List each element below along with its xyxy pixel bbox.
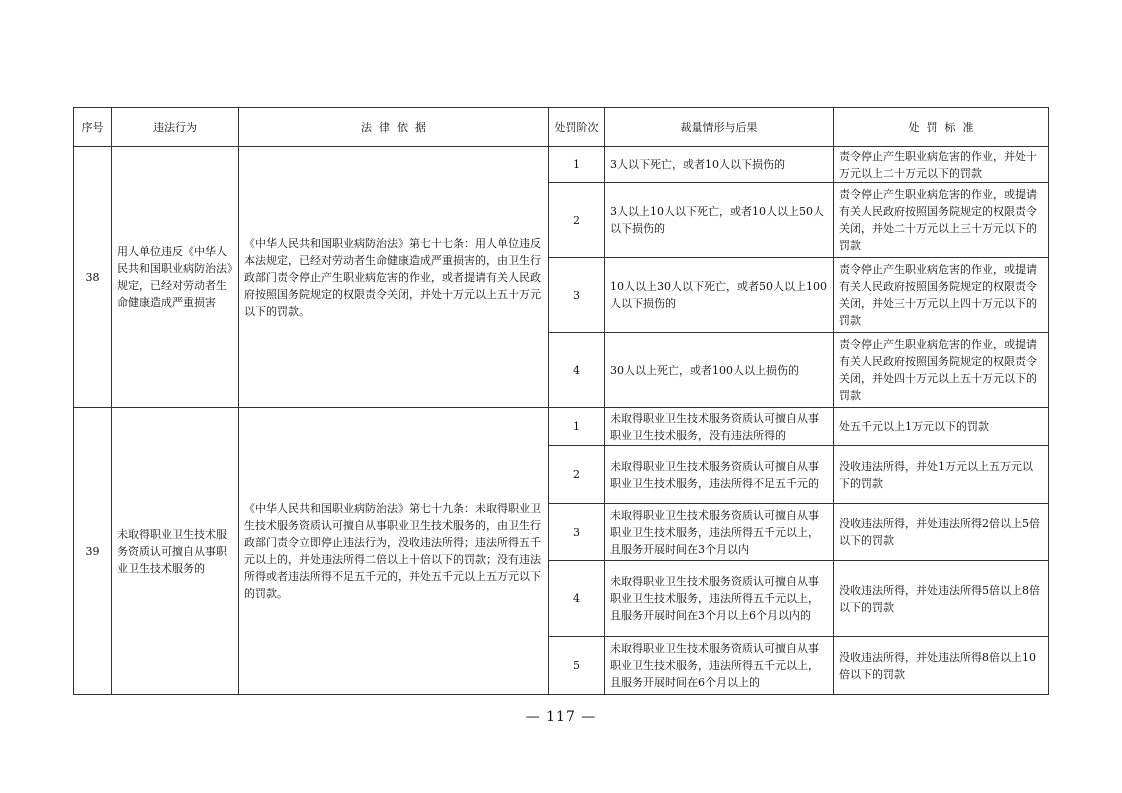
header-level: 处罚阶次: [549, 108, 605, 147]
item-behavior: 未取得职业卫生技术服务资质认可擅自从事职业卫生技术服务的: [112, 408, 239, 695]
table-row: [74, 147, 1049, 183]
header-behavior: 违法行为: [112, 108, 239, 147]
row-standard: 责令停止产生职业病危害的作业，或提请有关人民政府按照国务院规定的权限责令关闭，并处四十万元以上五十万元以下的罚款: [834, 333, 1049, 408]
row-standard: 没收违法所得，并处1万元以上五万元以下的罚款: [834, 446, 1049, 504]
header-circumstance: 裁量情形与后果: [605, 108, 834, 147]
header-seq: 序号: [74, 108, 112, 147]
row-standard: 责令停止产生职业病危害的作业，并处十万元以上二十万元以下的罚款: [834, 147, 1049, 183]
item-legal-basis: 《中华人民共和国职业病防治法》第七十九条：未取得职业卫生技术服务资质认可擅自从事职业卫生技术服务的，由卫生行政部门责令立即停止违法行为，没收违法所得；违法所得五千元以上的，并处违法所得二倍以上十倍以下的罚款；没有违法所得或者违法所得不足五千元的，并处五千元以上五万元以下的罚款。: [239, 408, 549, 695]
item-behavior: 用人单位违反《中华人民共和国职业病防治法》规定，已经对劳动者生命健康造成严重损害: [112, 147, 239, 408]
table-header-row: [74, 108, 1049, 147]
row-circumstance: 30人以上死亡，或者100人以上损伤的: [605, 333, 834, 408]
row-standard: 责令停止产生职业病危害的作业，或提请有关人民政府按照国务院规定的权限责令关闭，并处三十万元以上四十万元以下的罚款: [834, 258, 1049, 333]
row-circumstance: 3人以上10人以下死亡，或者10人以上50人以下损伤的: [605, 183, 834, 258]
row-circumstance: 10人以上30人以下死亡，或者50人以上100人以下损伤的: [605, 258, 834, 333]
row-circumstance: 3人以下死亡，或者10人以下损伤的: [605, 147, 834, 183]
row-circumstance: 未取得职业卫生技术服务资质认可擅自从事职业卫生技术服务，违法所得不足五千元的: [605, 446, 834, 504]
item-seq: 38: [74, 147, 112, 408]
row-circumstance: 未取得职业卫生技术服务资质认可擅自从事职业卫生技术服务，违法所得五千元以上，且服务开展时间在6个月以上的: [605, 637, 834, 695]
row-standard: 没收违法所得，并处违法所得2倍以上5倍以下的罚款: [834, 504, 1049, 561]
table-row: [74, 408, 1049, 446]
row-standard: 没收违法所得，并处违法所得5倍以上8倍以下的罚款: [834, 561, 1049, 637]
item-seq: 39: [74, 408, 112, 695]
row-standard: 责令停止产生职业病危害的作业，或提请有关人民政府按照国务院规定的权限责令关闭，并处二十万元以上三十万元以下的罚款: [834, 183, 1049, 258]
row-circumstance: 未取得职业卫生技术服务资质认可擅自从事职业卫生技术服务，违法所得五千元以上，且服务开展时间在3个月以上6个月以内的: [605, 561, 834, 637]
page-number: — 117 —: [525, 709, 597, 725]
row-level: 1: [549, 147, 605, 183]
row-circumstance: 未取得职业卫生技术服务资质认可擅自从事职业卫生技术服务，违法所得五千元以上，且服务开展时间在3个月以内: [605, 504, 834, 561]
header-standard: 处 罚 标 准: [834, 108, 1049, 147]
row-level: 3: [549, 504, 605, 561]
penalty-table: [73, 107, 1049, 695]
row-level: 3: [549, 258, 605, 333]
item-legal-basis: 《中华人民共和国职业病防治法》第七十七条：用人单位违反本法规定，已经对劳动者生命健康造成严重损害的，由卫生行政部门责令停止产生职业病危害的作业，或者提请有关人民政府按照国务院规定的权限责令关闭，并处十万元以上五十万元以下的罚款。: [239, 147, 549, 408]
row-level: 1: [549, 408, 605, 446]
row-standard: 没收违法所得，并处违法所得8倍以上10倍以下的罚款: [834, 637, 1049, 695]
row-level: 2: [549, 446, 605, 504]
row-standard: 处五千元以上1万元以下的罚款: [834, 408, 1049, 446]
row-circumstance: 未取得职业卫生技术服务资质认可擅自从事职业卫生技术服务，没有违法所得的: [605, 408, 834, 446]
row-level: 5: [549, 637, 605, 695]
row-level: 4: [549, 561, 605, 637]
row-level: 4: [549, 333, 605, 408]
row-level: 2: [549, 183, 605, 258]
header-basis: 法 律 依 据: [239, 108, 549, 147]
